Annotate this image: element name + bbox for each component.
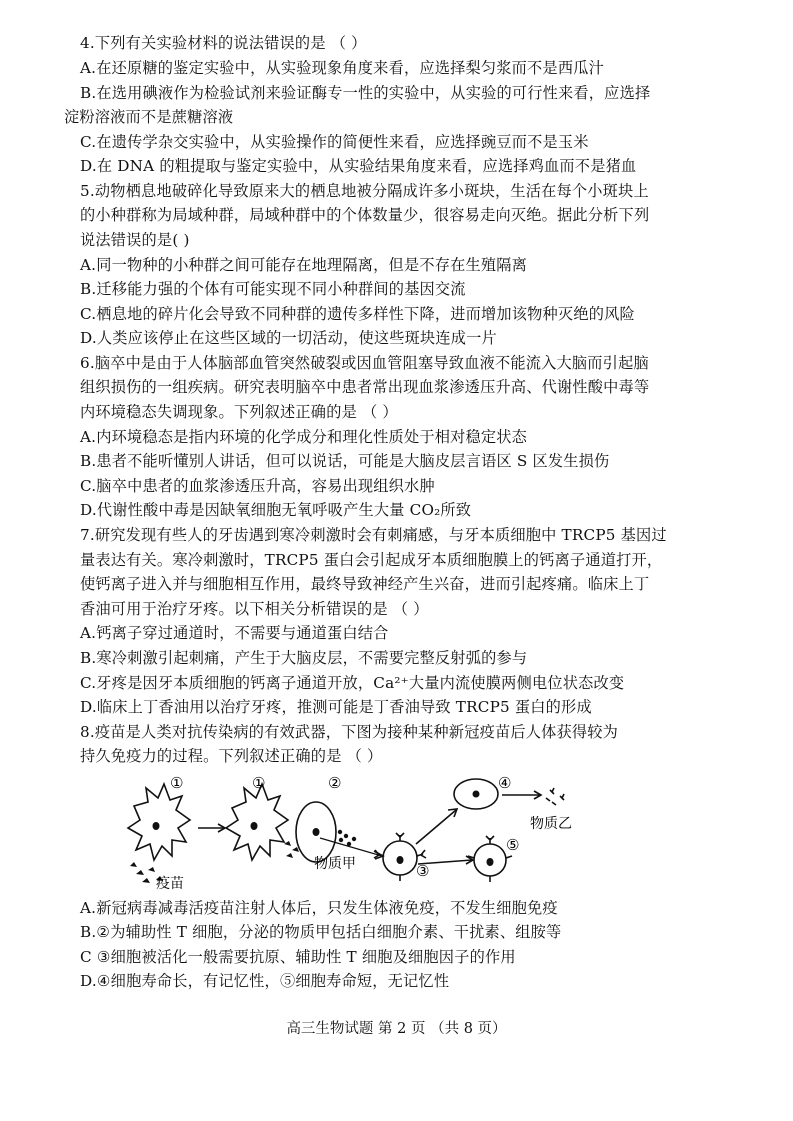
q6-stem-line2: 组织损伤的一组疾病。研究表明脑卒中患者常出现血浆渗透压升高、代谢性酸中毒等: [80, 378, 650, 396]
apc-cell-shape-2: [226, 784, 288, 860]
label-cell-5: ⑤: [506, 836, 520, 854]
q8-stem-line1: 8.疫苗是人类对抗传染病的有效武器，下图为接种某种新冠疫苗后人体获得较为: [80, 723, 619, 741]
label-cell-3: ③: [416, 862, 430, 880]
q4-option-c: C.在遗传学杂交实验中，从实验操作的简便性来看，应选择豌豆而不是玉米: [80, 133, 589, 151]
q8-option-b: B.②为辅助性 T 细胞，分泌的物质甲包括白细胞介素、干扰素、组胺等: [80, 923, 562, 941]
q5-option-b: B.迁移能力强的个体有可能实现不同小种群间的基因交流: [80, 280, 466, 298]
q4-option-d: D.在 DNA 的粗提取与鉴定实验中，从实验结果角度来看，应选择鸡血而不是猪血: [80, 157, 637, 175]
label-cell-2: ②: [328, 774, 342, 792]
q4-option-b-line1: B.在选用碘液作为检验试剂来验证酶专一性的实验中，从实验的可行性来看，应选择: [80, 84, 651, 102]
q8-option-d: D.④细胞寿命长，有记忆性，⑤细胞寿命短，无记忆性: [80, 972, 450, 990]
label-cell-1: ①: [170, 774, 184, 792]
q6-option-d: D.代谢性酸中毒是因缺氧细胞无氧呼吸产生大量 CO₂所致: [80, 501, 472, 519]
page-footer: 高三生物试题 第 2 页 （共 8 页）: [286, 1021, 507, 1037]
q7-option-c: C.牙疼是因牙本质细胞的钙离子通道开放，Ca²⁺大量内流使膜两侧电位状态改变: [80, 674, 625, 692]
label-substance-a: 物质甲: [314, 856, 356, 872]
q5-option-c: C.栖息地的碎片化会导致不同种群的遗传多样性下降，进而增加该物种灭绝的风险: [80, 305, 635, 323]
q8-stem-line2: 持久免疫力的过程。下列叙述正确的是 （ ）: [80, 747, 383, 765]
q7-stem-line1: 7.研究发现有些人的牙齿遇到寒冷刺激时会有刺痛感，与牙本质细胞中 TRCP5 基因过: [80, 526, 667, 544]
label-substance-b: 物质乙: [530, 816, 572, 832]
q6-stem-line1: 6.脑卒中是由于人体脑部血管突然破裂或因血管阻塞导致血液不能流入大脑而引起脑: [80, 354, 649, 372]
label-cell-4: ④: [498, 774, 512, 792]
arrow-to-4: [416, 810, 456, 844]
label-cell-1-b: ①: [252, 774, 266, 792]
q5-option-d: D.人类应该停止在这些区域的一切活动，使这些斑块连成一片: [80, 329, 497, 347]
apc-cell-shape: [128, 784, 190, 860]
q6-option-b: B.患者不能听懂别人讲话，但可以说话，可能是大脑皮层言语区 S 区发生损伤: [80, 452, 610, 470]
label-vaccine: 疫苗: [156, 876, 184, 892]
q5-stem-line3: 说法错误的是( ): [80, 231, 190, 249]
q7-stem-line3: 使钙离子进入并与细胞相互作用，最终导致神经产生兴奋，进而引起疼痛。临床上丁: [80, 575, 650, 593]
q8-option-c: C ③细胞被活化一般需要抗原、辅助性 T 细胞及细胞因子的作用: [80, 948, 516, 966]
q7-stem-line2: 量表达有关。寒冷刺激时，TRCP5 蛋白会引起成牙本质细胞膜上的钙离子通道打开，: [80, 551, 663, 569]
immune-response-figure: [120, 770, 600, 895]
q6-option-c: C.脑卒中患者的血浆渗透压升高，容易出现组织水肿: [80, 477, 435, 495]
q7-option-a: A.钙离子穿过通道时，不需要与通道蛋白结合: [80, 624, 389, 642]
q7-option-b: B.寒冷刺激引起刺痛，产生于大脑皮层，不需要完整反射弧的参与: [80, 649, 528, 667]
q4-option-b-line2: 淀粉溶液而不是蔗糖溶液: [64, 108, 234, 126]
q5-stem-line2: 的小种群称为局域种群，局域种群中的个体数量少，很容易走向灭绝。据此分析下列: [80, 206, 650, 224]
q6-option-a: A.内环境稳态是指内环境的化学成分和理化性质处于相对稳定状态: [80, 428, 528, 446]
q4-stem: 4.下列有关实验材料的说法错误的是 （ ）: [80, 34, 367, 52]
q5-option-a: A.同一物种的小种群之间可能存在地理隔离，但是不存在生殖隔离: [80, 256, 528, 274]
q8-option-a: A.新冠病毒减毒活疫苗注射人体后，只发生体液免疫，不发生细胞免疫: [80, 899, 558, 917]
q7-option-d: D.临床上丁香油用以治疗牙疼，推测可能是丁香油导致 TRCP5 蛋白的形成: [80, 698, 592, 716]
q4-option-a: A.在还原糖的鉴定实验中，从实验现象角度来看，应选择梨匀浆而不是西瓜汁: [80, 59, 604, 77]
q7-stem-line4: 香油可用于治疗牙疼。以下相关分析错误的是 （ ）: [80, 600, 429, 618]
q6-stem-line3: 内环境稳态失调现象。下列叙述正确的是 （ ）: [80, 403, 398, 421]
q5-stem-line1: 5.动物栖息地破碎化导致原来大的栖息地被分隔成许多小斑块，生活在每个小斑块上: [80, 182, 649, 200]
